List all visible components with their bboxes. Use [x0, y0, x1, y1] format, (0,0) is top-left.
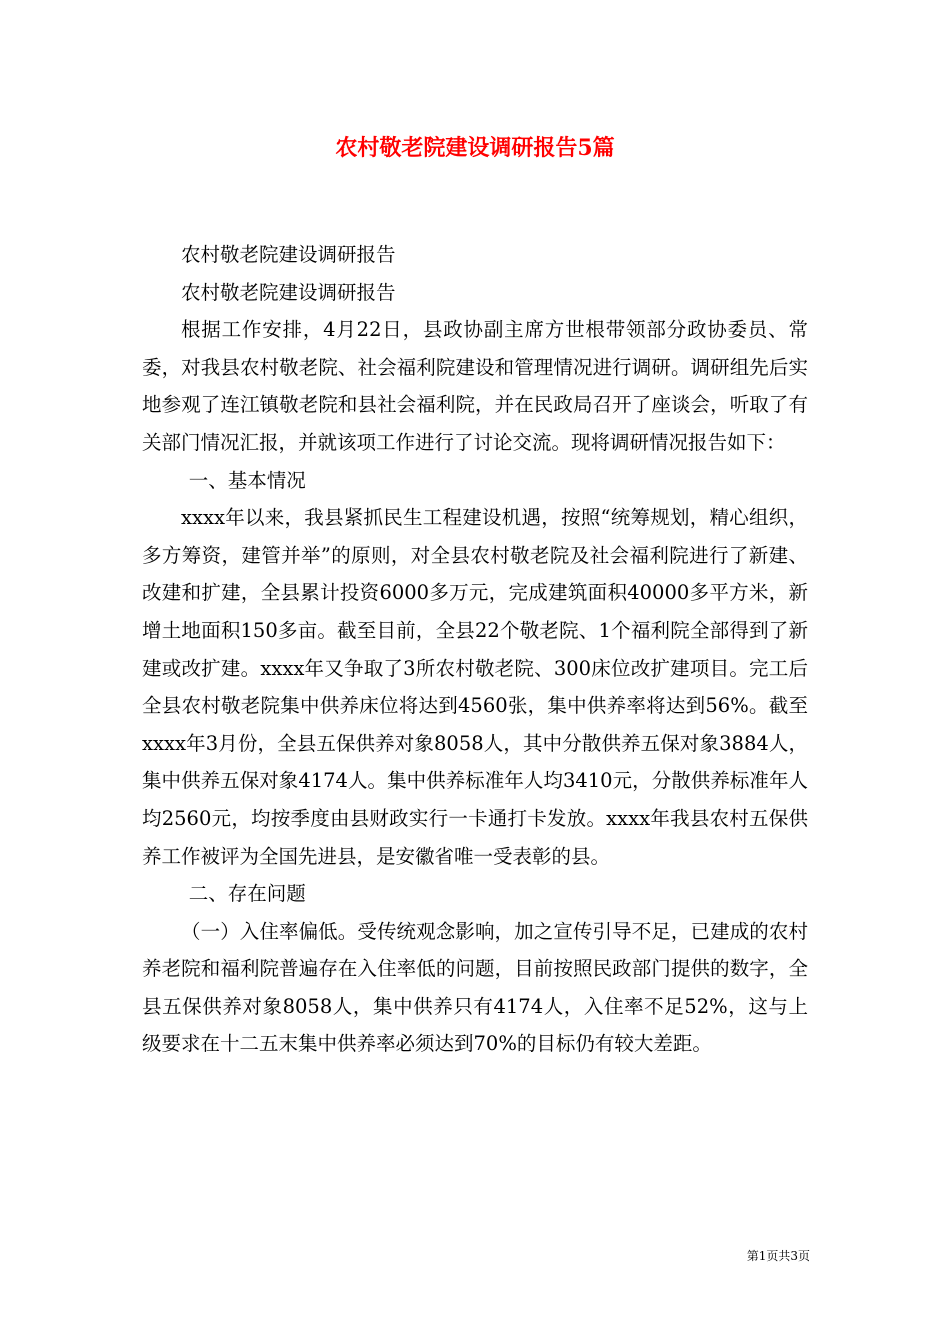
section-heading-basic: 一、基本情况	[188, 468, 306, 492]
paragraph-subtitle: 农村敬老院建设调研报告	[181, 243, 396, 266]
section-heading-problems: 二、存在问题	[188, 882, 306, 906]
document-title: 农村敬老院建设调研报告5篇	[335, 135, 615, 161]
paragraph-intro: 根据工作安排，4月22日，县政协副主席方世根带领部分政协委员、常委，对我县农村敬老院、社会福利院建设和管理情况进行调研。调研组先后实地参观了连江镇敬老院和县社会福利院，并在民政局召开了座谈会，听取了有关部门情况汇报，并就该项工作进行了讨论交流。现将调研情况报告如下：	[142, 318, 808, 454]
paragraph-problem-one: （一）入住率偏低。受传统观念影响，加之宣传引导不足，已建成的农村养老院和福利院普遍存在入住率低的问题，目前按照民政部门提供的数字，全县五保供养对象8058人，集中供养只有4174人，入住率不足52%，这与上级要求在十二五末集中供养率必须达到70%的目标仍有较大差距。	[142, 919, 808, 1056]
paragraph-subtitle-repeat: 农村敬老院建设调研报告	[181, 280, 396, 304]
paragraph-basic-situation: xxxx年以来，我县紧抓民生工程建设机遇，按照“统筹规划，精心组织，多方筹资，建管并举”的原则，对全县农村敬老院及社会福利院进行了新建、改建和扩建，全县累计投资6000多万元，完成建筑面积40000多平方米，新增土地面积150多亩。截至目前，全县22个敬老院、1个福利院全部得到了新建或改扩建。xxxx年又争取了3所农村敬老院、300床位改扩建项目。完工后全县农村敬老院集中供养床位将达到4560张，集中供养率将达到56%。截至xxxx年3月份，全县五保供养对象8058人，其中分散供养五保对象3884人，集中供养五保对象4174人。集中供养标准年人均3410元，分散供养标准年人均2560元，均按季度由县财政实行一卡通打卡发放。xxxx年我县农村五保供养工作被评为全国先进县，是安徽省唯一受表彰的县。	[142, 506, 808, 868]
page-number: 第1页共3页	[746, 1249, 810, 1263]
document-body	[142, 236, 808, 1063]
